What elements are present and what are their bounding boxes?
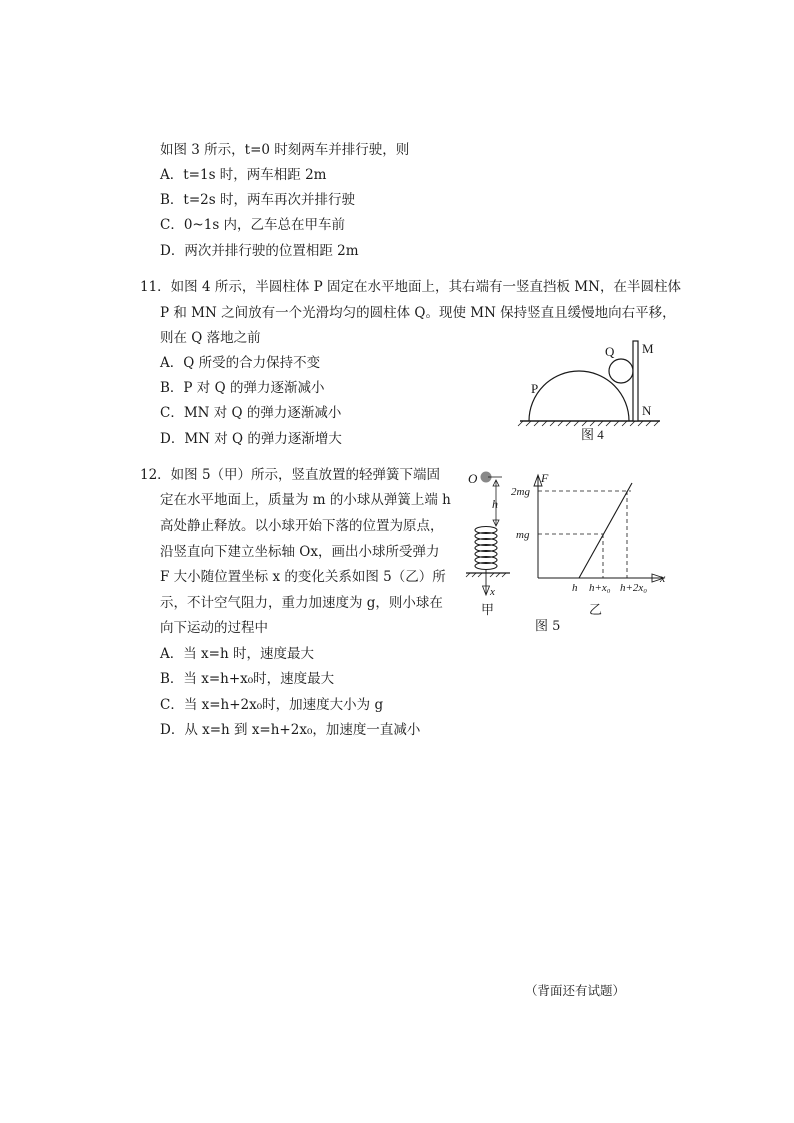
- label-f: F: [541, 471, 549, 485]
- q12-stem-line1: 12．如图 5（甲）所示，竖直放置的轻弹簧下端固: [140, 467, 441, 483]
- q11-option-d: D．MN 对 Q 的弹力逐渐增大: [160, 431, 342, 447]
- label-2mg: 2mg: [511, 486, 530, 498]
- q10-option-b: B．t=2s 时，两车再次并排行驶: [160, 192, 355, 208]
- q12-stem-line2: 定在水平地面上，质量为 m 的小球从弹簧上端 h: [160, 492, 451, 508]
- tick-h-x0: h+x₀: [589, 582, 611, 594]
- q12-stem-line3: 高处静止释放。以小球开始下落的位置为原点，: [160, 518, 444, 534]
- q12-option-c: C．当 x=h+2x₀时，加速度大小为 g: [160, 697, 384, 713]
- q12-stem-line6: 示，不计空气阻力，重力加速度为 g，则小球在: [160, 595, 443, 611]
- tick-h: h: [572, 582, 578, 594]
- q11-option-c: C．MN 对 Q 的弹力逐渐减小: [160, 405, 342, 421]
- q12-stem-line5: F 大小随位置坐标 x 的变化关系如图 5（乙）所: [160, 569, 446, 585]
- caption-yi: 乙: [589, 602, 603, 617]
- cylinder-q: [609, 359, 633, 383]
- board-mn: [633, 341, 638, 421]
- label-n: N: [642, 403, 652, 418]
- figure-5-caption: 图 5: [535, 619, 561, 634]
- label-mg: mg: [516, 529, 530, 541]
- q12-option-b: B．当 x=h+x₀时，速度最大: [160, 671, 335, 687]
- q12-option-d: D．从 x=h 到 x=h+2x₀，加速度一直减小: [160, 722, 421, 738]
- q10-option-c: C．0~1s 内，乙车总在甲车前: [160, 217, 346, 233]
- q11-stem-line2: P 和 MN 之间放有一个光滑均匀的圆柱体 Q。现使 MN 保持竖直且缓慢地向右平移，: [160, 305, 676, 321]
- label-x-down: x: [490, 586, 495, 598]
- figure-4: [515, 335, 665, 445]
- caption-jia: 甲: [481, 602, 495, 617]
- q11-stem-line3: 则在 Q 落地之前: [160, 330, 261, 346]
- label-q: Q: [605, 344, 615, 359]
- force-line: [579, 483, 632, 578]
- label-h: h: [492, 497, 498, 511]
- label-x: x: [660, 571, 666, 585]
- label-m: M: [642, 341, 654, 356]
- q12-stem-line4: 沿竖直向下建立坐标轴 Ox，画出小球所受弹力: [160, 544, 440, 560]
- spring: [475, 527, 497, 570]
- tick-h-2x0: h+2x₀: [620, 582, 648, 594]
- label-p: P: [531, 381, 539, 396]
- footer-note: （背面还有试题）: [525, 983, 626, 998]
- q11-option-b: B．P 对 Q 的弹力逐渐减小: [160, 380, 325, 396]
- q10-stem-tail: 如图 3 所示，t=0 时刻两车并排行驶，则: [160, 142, 410, 158]
- figure-5-yi: [505, 466, 680, 621]
- label-o: O: [468, 471, 478, 486]
- q10-option-d: D．两次并排行驶的位置相距 2m: [160, 243, 359, 259]
- q11-option-a: A．Q 所受的合力保持不变: [160, 355, 321, 371]
- q12-option-a: A．当 x=h 时，速度最大: [160, 646, 314, 662]
- figure-4-caption: 图 4: [581, 427, 604, 442]
- q12-stem-line7: 向下运动的过程中: [160, 620, 268, 636]
- q10-option-a: A．t=1s 时，两车相距 2m: [160, 167, 327, 183]
- q11-stem-line1: 11．如图 4 所示，半圆柱体 P 固定在水平地面上，其右端有一竖直挡板 MN，在半圆柱体: [140, 279, 681, 295]
